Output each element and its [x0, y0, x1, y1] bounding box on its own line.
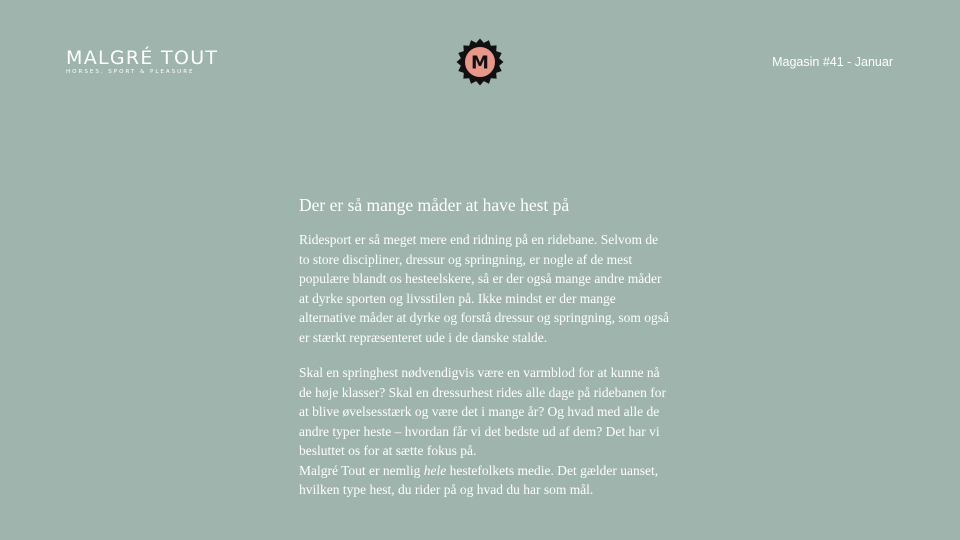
- m-badge-graphic: [456, 38, 504, 86]
- brand-tagline: HORSES, SPORT & PLEASURE: [66, 69, 195, 75]
- paragraph-3-emphasis: hele: [423, 462, 447, 478]
- issue-label[interactable]: Magasin #41 - Januar: [772, 55, 893, 69]
- badge-letter: M: [471, 52, 489, 74]
- brand-name: MALGRÉ TOUT: [66, 47, 219, 69]
- m-badge-icon[interactable]: [456, 38, 504, 86]
- article-title: Der er så mange måder at have hest på: [299, 195, 570, 215]
- paragraph-3-rest: hestefolkets medie. Det gælder uanset, hvilken type hest, du rider på og hvad du har som mål.: [299, 462, 659, 497]
- article-paragraph-1: Ridesport er så meget mere end ridning på en ridebane. Selvom de to store discipliner, dressur og springning, er nogle af de mest populære blandt os hesteelskere, så er der også mange andre måder at dyrke sporten og livsstilen på. Ikke mindst er der mange alternative måder at dyrke og forstå dressur og springning, som også er stærkt repræsenteret ude i de danske stalde.: [299, 232, 670, 345]
- brand-logo[interactable]: [66, 48, 218, 76]
- article-paragraph-3: [299, 461, 671, 500]
- article: [299, 192, 671, 516]
- paragraph-3-intro: Malgré Tout er nemlig: [299, 462, 424, 478]
- article-paragraph-2: Skal en springhest nødvendigvis være en varmblod for at kunne nå de høje klasser? Skal en dressurhest rides alle dage på ridebanen for at blive øvelsesstærk og være det i mange år? Og hvad med alle de andre typer heste – hvordan får vi det bedste ud af dem? Det har vi besluttet os for at sætte fokus på.: [299, 365, 666, 458]
